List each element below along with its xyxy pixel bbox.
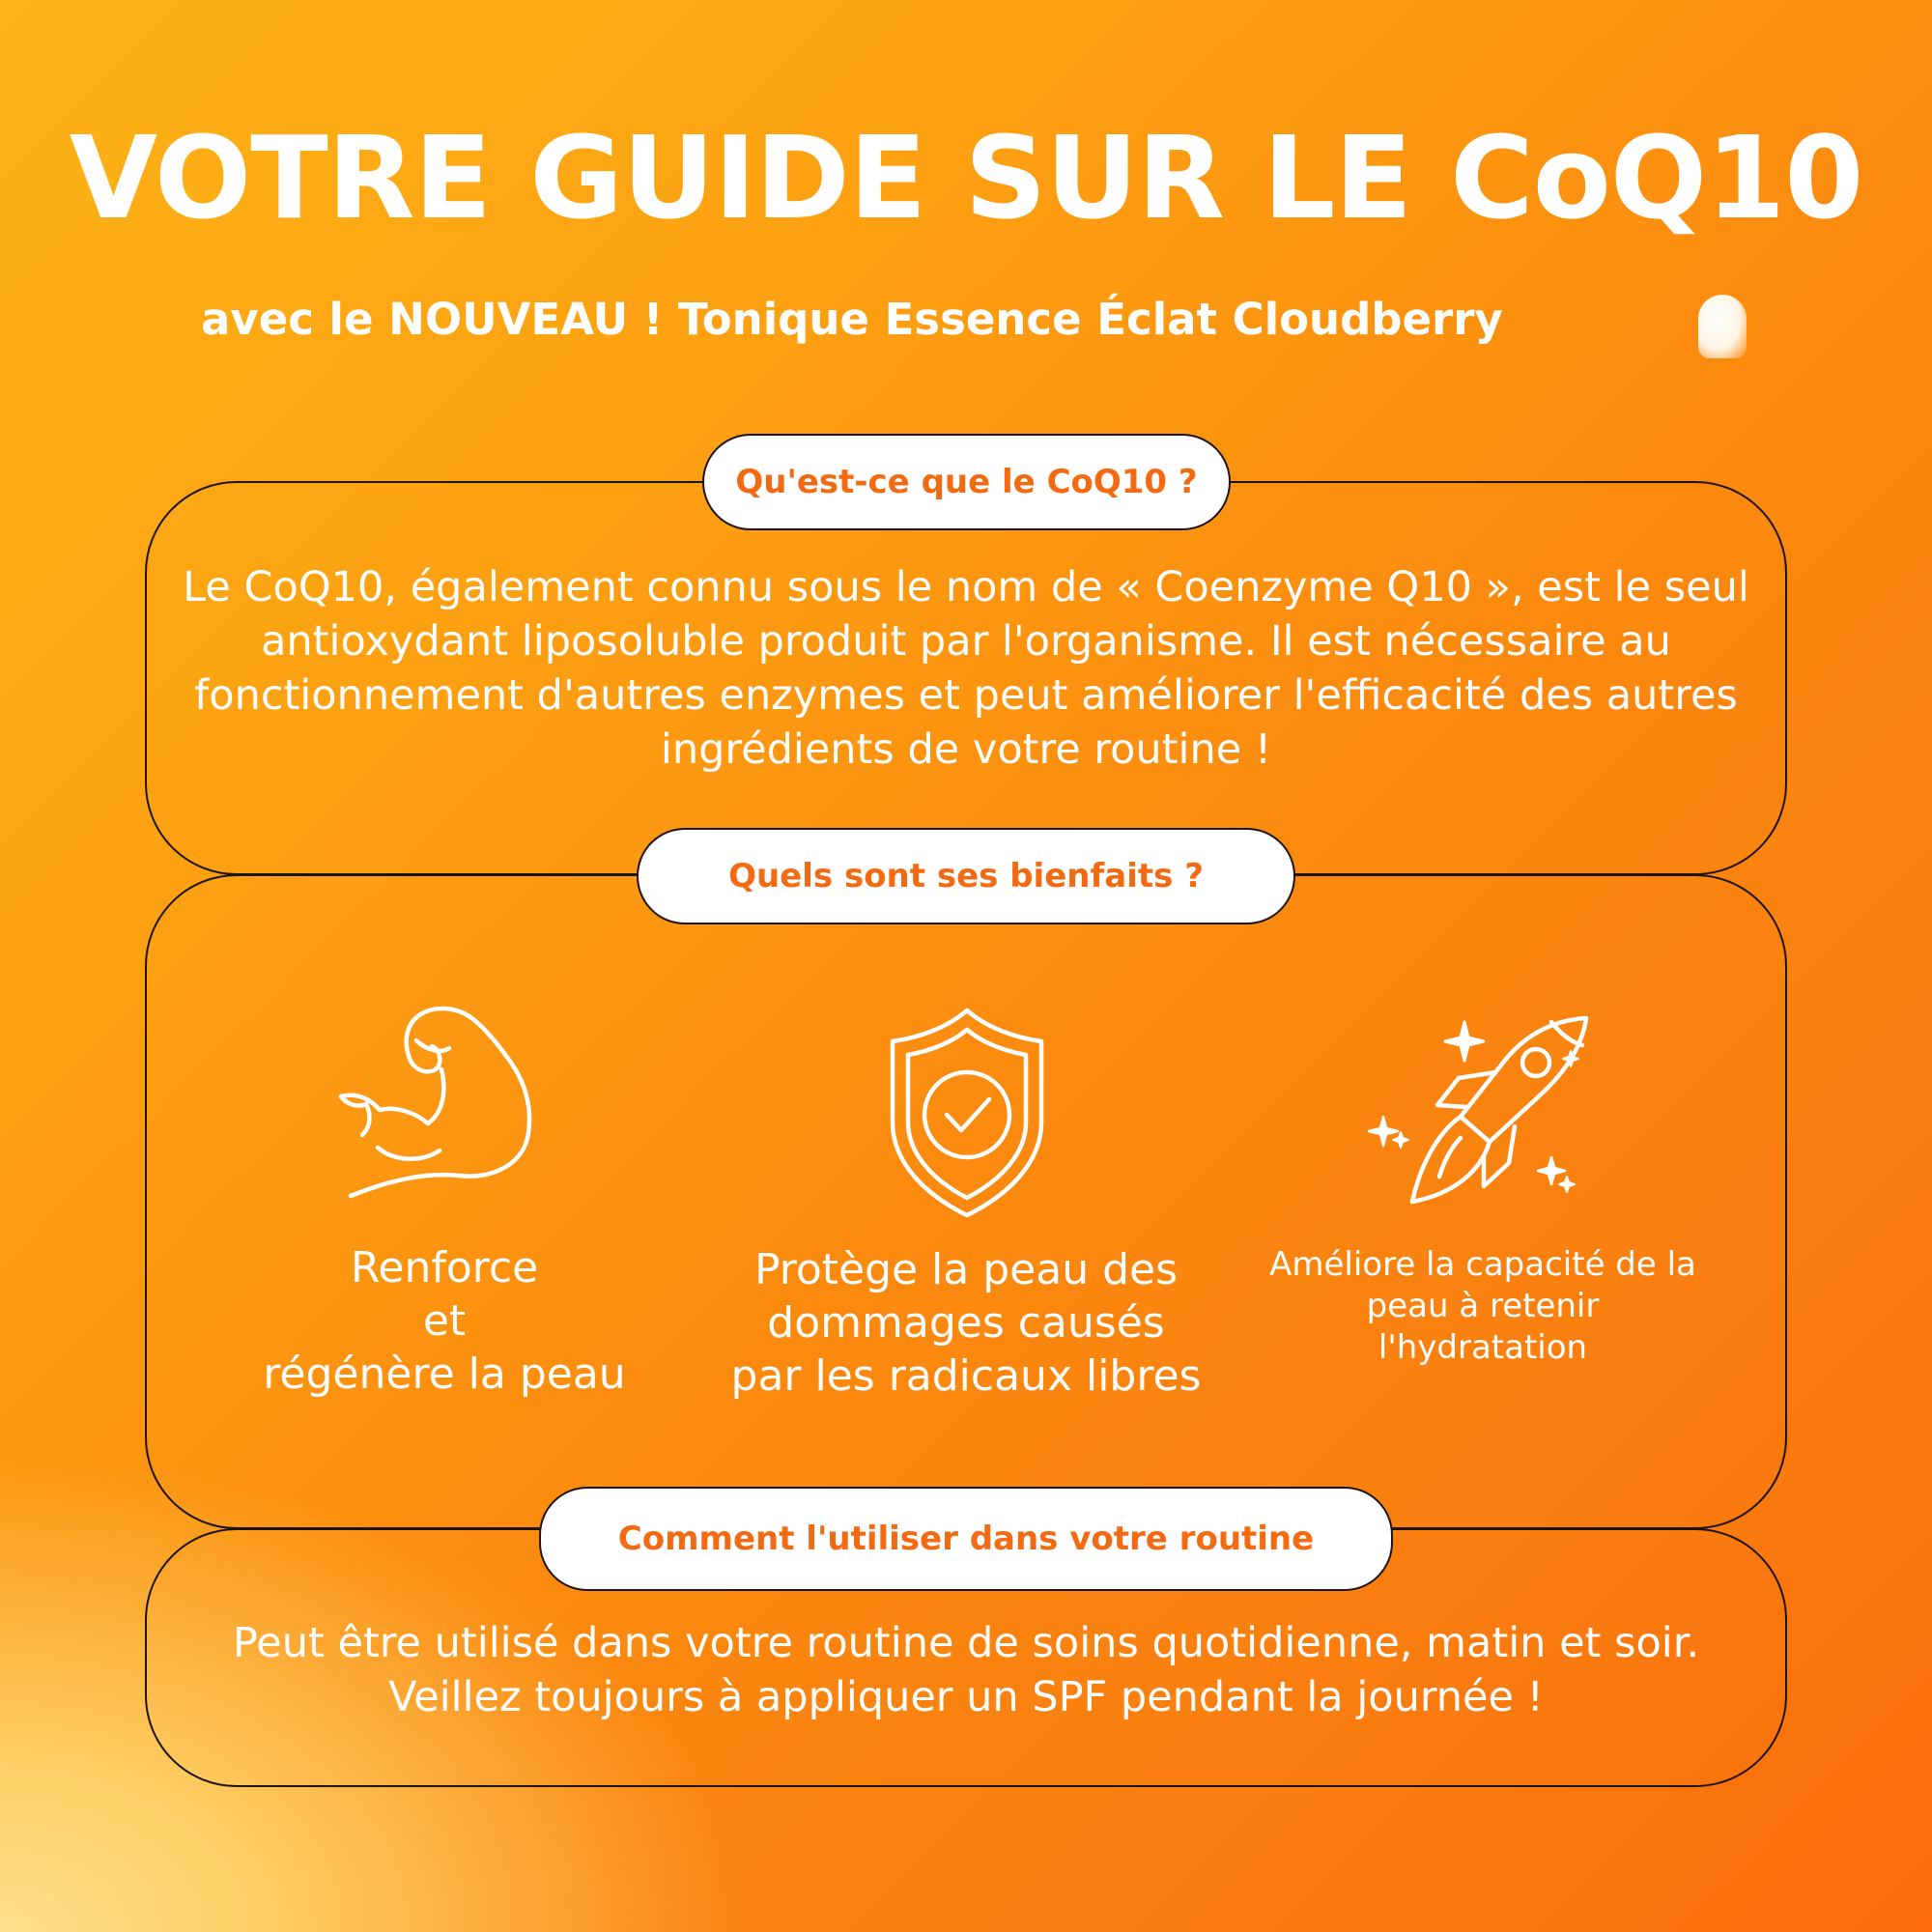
benefit-text-hydration: Améliore la capacité de la peau à retenir l'hydratation: [1269, 1245, 1696, 1367]
page-title: VOTRE GUIDE SUR LE CoQ10: [69, 111, 1863, 244]
flexed-bicep-icon: [333, 1000, 541, 1203]
benefit-text-strengthen: Renforce et régénère la peau: [263, 1243, 626, 1399]
section-body-what-is: Le CoQ10, également connu sous le nom de « Coenzyme Q10 », est le seul antioxydant liposoluble produit par l'organisme. Il est nécessaire au fonctionnement d'autres enzymes et peut améliorer l'efficacité des autres ingrédients de votre routine !: [183, 563, 1749, 774]
page-subtitle: avec le NOUVEAU ! Tonique Essence Éclat Cloudberry: [201, 294, 1503, 345]
benefit-text-protect: Protège la peau des dommages causés par les radicaux libres: [730, 1245, 1202, 1401]
section-heading-how-to-use: Comment l'utiliser dans votre routine: [539, 1487, 1393, 1591]
shield-check-icon: [887, 1007, 1047, 1219]
product-thumbnail: [1698, 295, 1747, 358]
section-body-how-to-use: Peut être utilisé dans votre routine de soins quotidienne, matin et soir. Veillez toujours à appliquer un SPF pendant la journée !: [232, 1619, 1700, 1721]
section-heading-what-is: Qu'est-ce que le CoQ10 ?: [702, 434, 1231, 530]
rocket-sparkles-icon: [1352, 1012, 1594, 1215]
section-heading-benefits: Quels sont ses bienfaits ?: [637, 828, 1295, 924]
